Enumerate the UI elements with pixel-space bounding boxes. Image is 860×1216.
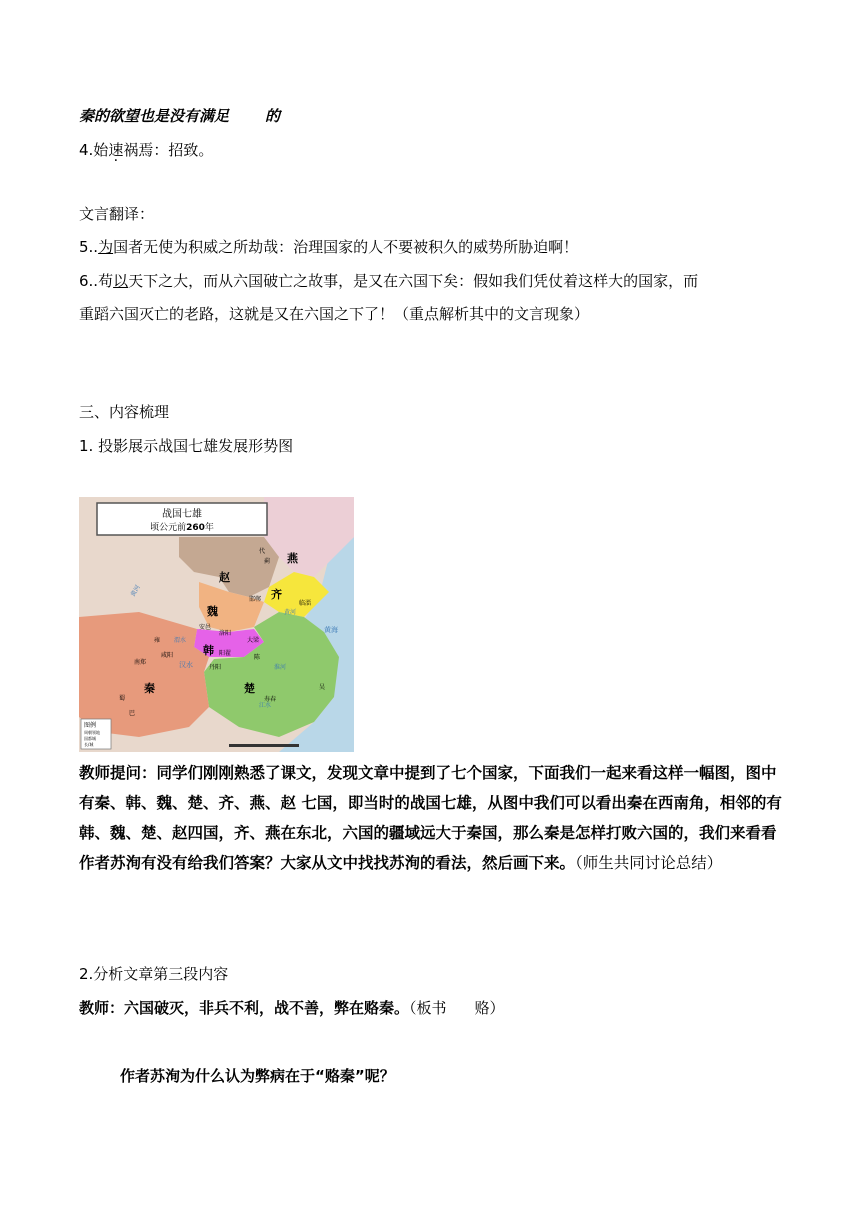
text-line-1a: 秦的欲望也是没有满足 xyxy=(79,107,230,125)
dotted-character: 速 xyxy=(108,141,124,159)
item-4-number: 4.始 xyxy=(79,141,109,159)
state-label-qi: 齐 xyxy=(271,588,282,601)
city-label-nanzheng: 南郑 xyxy=(134,659,147,666)
river-label-huanghe-west: 黄河 xyxy=(129,584,142,598)
teacher-question-paragraph xyxy=(79,758,784,878)
city-label-daliang: 大梁 xyxy=(247,637,260,644)
river-label-huaihe: 淮河 xyxy=(274,664,287,671)
item-4-text: 祸焉：招致。 xyxy=(123,141,214,159)
city-label-danyang: 丹阳 xyxy=(209,664,222,671)
item-5-text: 国者无使为积威之所劫哉：治理国家的人不要被积久的威势所胁迫啊！ xyxy=(113,238,579,256)
item-6-number: 6..苟 xyxy=(79,272,114,290)
line-item-6-cont: 重蹈六国灭亡的老路，这就是又在六国之下了！（重点解析其中的文言现象） xyxy=(79,305,590,323)
map-scale-bar xyxy=(229,744,299,747)
river-label-huanghe-east: 黄河 xyxy=(284,609,297,616)
state-label-chu: 楚 xyxy=(244,682,255,695)
city-label-dai: 代 xyxy=(259,548,266,555)
city-label-ba: 巴 xyxy=(129,710,136,717)
map-qin xyxy=(79,612,212,737)
line-item-6 xyxy=(79,271,698,291)
legend-title: 图例 xyxy=(84,722,97,729)
item-6-underlined: 以 xyxy=(113,272,129,290)
state-label-han: 韩 xyxy=(203,644,214,657)
map-subtitle-prefix: 顷公元前 xyxy=(150,523,187,533)
river-label-jiangshui: 江水 xyxy=(259,702,272,709)
state-label-wei: 魏 xyxy=(207,605,218,618)
city-label-wu: 吴 xyxy=(319,684,326,691)
state-label-yan: 燕 xyxy=(287,552,298,565)
state-label-zhao: 赵 xyxy=(219,571,230,584)
map-title: 战国七雄 xyxy=(162,509,202,520)
board-note-a: （板书 xyxy=(409,999,447,1017)
city-label-linzi: 临淄 xyxy=(299,600,312,607)
city-label-chen: 陈 xyxy=(254,654,261,661)
section-3-heading: 三、内容梳理 xyxy=(79,403,170,421)
item-5-underlined: 为 xyxy=(98,238,114,256)
city-label-ji: 蓟 xyxy=(264,558,271,565)
board-note-b: 赂） xyxy=(474,999,505,1017)
city-label-anyi: 安邑 xyxy=(199,624,212,631)
city-label-shouchun: 寿春 xyxy=(264,696,277,703)
line-item-5 xyxy=(79,237,578,257)
line-2 xyxy=(79,140,213,160)
legend-item-1: 周朝领地 xyxy=(84,730,100,735)
legend-item-3: 长/城 xyxy=(84,742,94,747)
river-label-weishui: 渭水 xyxy=(174,637,187,644)
question-line: 作者苏洵为什么认为弊病在于“赂秦”呢？ xyxy=(120,1067,395,1085)
legend-item-2: 国都城 xyxy=(84,736,96,741)
item-6-text: 天下之大，而从六国破亡之故事，是又在六国下矣：假如我们凭仗着这样大的国家，而 xyxy=(128,272,699,290)
map-subtitle-suffix: 年 xyxy=(204,523,214,533)
city-label-shu: 蜀 xyxy=(119,695,126,702)
sea-label: 黄海 xyxy=(324,626,338,634)
map-subtitle-year: 260 xyxy=(186,523,205,533)
teacher-answer-text: 教师：六国破灭，非兵不利，战不善，弊在赂秦。 xyxy=(79,999,410,1017)
city-label-luoyang: 洛阳 xyxy=(219,630,232,637)
section-2-heading: 2.分析文章第三段内容 xyxy=(79,965,229,983)
teacher-question-note: （师生共同讨论总结） xyxy=(575,854,723,872)
state-label-qin: 秦 xyxy=(144,682,155,695)
teacher-question-text: 教师提问：同学们刚刚熟悉了课文，发现文章中提到了七个国家，下面我们一起来看这样一幅图，图中有秦、韩、魏、楚、齐、燕、赵 七国，即当时的战国七雄，从图中我们可以看出秦在西南角，相邻的有韩、魏、楚、赵四国，齐、燕在东北，六国的疆域远大于秦国，那么秦是怎样打败六国的，我们来看看作者苏洵有没有给我们答案？大家从文中找找苏洵的看法，然后画下来。 xyxy=(79,764,782,872)
item-5-number: 5.. xyxy=(79,238,99,256)
city-label-xianyang: 咸阳 xyxy=(161,652,174,659)
warring-states-map xyxy=(79,497,354,752)
teacher-answer-line xyxy=(79,998,505,1018)
city-label-handan: 邯郸 xyxy=(249,596,262,603)
river-label-hanshui: 汉水 xyxy=(179,661,193,669)
city-label-yangzhai: 阳翟 xyxy=(219,650,232,657)
heading-translation: 文言翻译： xyxy=(79,205,155,223)
item-1-heading: 1. 投影展示战国七雄发展形势图 xyxy=(79,437,294,455)
text-line-1b: 的 xyxy=(265,107,281,125)
line-1 xyxy=(79,106,280,126)
map-subtitle xyxy=(150,521,214,533)
city-label-yong: 雍 xyxy=(154,637,161,644)
